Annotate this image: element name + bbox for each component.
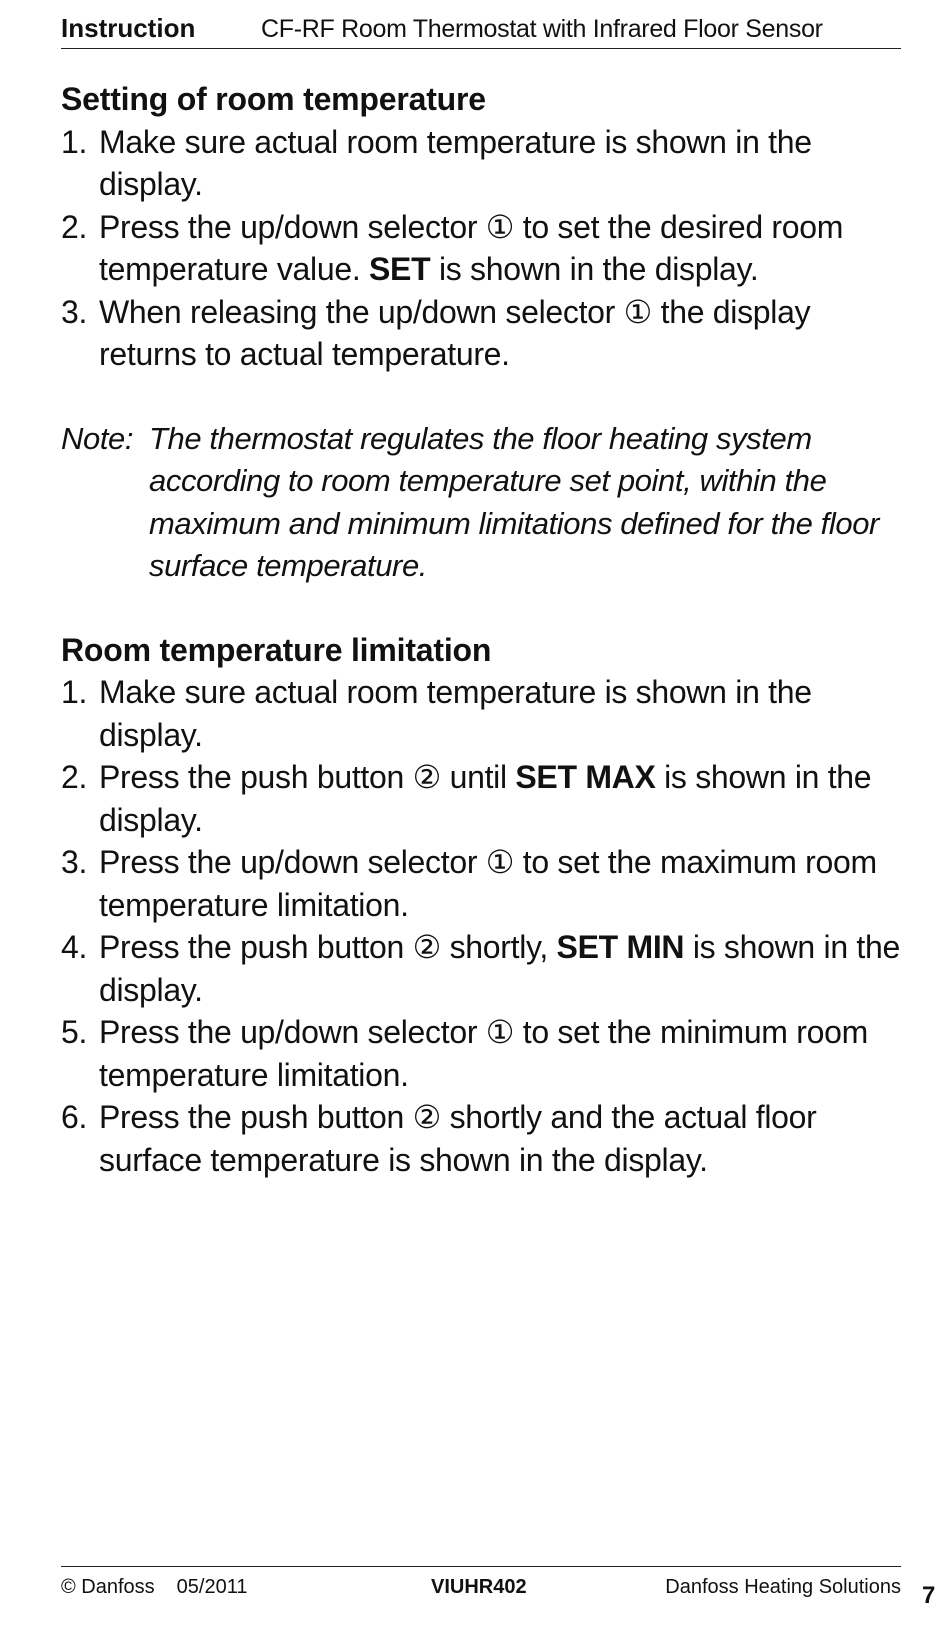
display-keyword: SET MIN (556, 929, 685, 965)
step-text: When releasing the up/down selector ① the display returns to actual temperature. (99, 293, 811, 372)
note-label: Note: (61, 420, 134, 456)
list-item (61, 841, 911, 926)
step-number: 3. (61, 844, 88, 880)
footer-document-code: VIUHR402 (431, 1576, 527, 1598)
steps-list (61, 121, 911, 376)
list-item (61, 671, 911, 756)
footer-date: 05/2011 (176, 1576, 248, 1598)
list-item (61, 291, 911, 376)
step-number: 1. (61, 123, 88, 160)
step-text: Press the push button ② until (99, 759, 516, 795)
page-number: 7 (922, 1582, 936, 1609)
display-keyword: SET (369, 251, 431, 287)
step-number: 3. (61, 293, 88, 330)
section-heading: Room temperature limitation (61, 631, 492, 668)
section-setting-room-temperature (61, 78, 911, 376)
section-heading: Setting of room temperature (61, 81, 486, 117)
step-text: Press the up/down selector ① to set the minimum room temperature limitation. (99, 1014, 868, 1093)
page-header (61, 8, 901, 49)
steps-list (61, 671, 911, 1181)
header-label: Instruction (61, 13, 196, 43)
list-item (61, 1011, 911, 1096)
note-text: The thermostat regulates the floor heating system according to room temperature set point, within the maximum and minimum limitations defined for the floor surface temperature. (149, 420, 879, 583)
step-text: Press the push button ② shortly and the actual floor surface temperature is shown in the display. (99, 1099, 817, 1178)
page-content (61, 78, 911, 1181)
header-title: CF-RF Room Thermostat with Infrared Floor Sensor (261, 15, 823, 43)
page-footer (61, 1566, 901, 1607)
list-item (61, 1096, 911, 1181)
step-text: Press the up/down selector ① to set the maximum room temperature limitation. (99, 844, 877, 923)
step-text: Press the up/down selector ① to set the desired room temperature value. (99, 208, 844, 287)
footer-left (61, 1567, 247, 1607)
step-number: 4. (61, 929, 88, 965)
step-number: 2. (61, 208, 88, 245)
step-number: 2. (61, 759, 88, 795)
step-text: is shown in the display. (99, 929, 900, 1008)
note (61, 418, 911, 588)
list-item (61, 926, 911, 1011)
step-text: is shown in the display. (430, 251, 759, 287)
section-room-temperature-limitation (61, 629, 911, 1182)
step-text: Press the push button ② shortly, (99, 929, 557, 965)
step-number: 5. (61, 1014, 88, 1050)
list-item (61, 121, 911, 206)
footer-copyright: © Danfoss (61, 1576, 155, 1598)
display-keyword: SET MAX (515, 759, 656, 795)
list-item (61, 756, 911, 841)
step-text: Make sure actual room temperature is shown in the display. (99, 123, 812, 202)
step-text: is shown in the display. (99, 759, 872, 838)
step-number: 6. (61, 1099, 88, 1135)
step-text: Make sure actual room temperature is shown in the display. (99, 674, 812, 753)
step-number: 1. (61, 674, 88, 710)
footer-company: Danfoss Heating Solutions (665, 1576, 901, 1598)
list-item (61, 206, 911, 291)
